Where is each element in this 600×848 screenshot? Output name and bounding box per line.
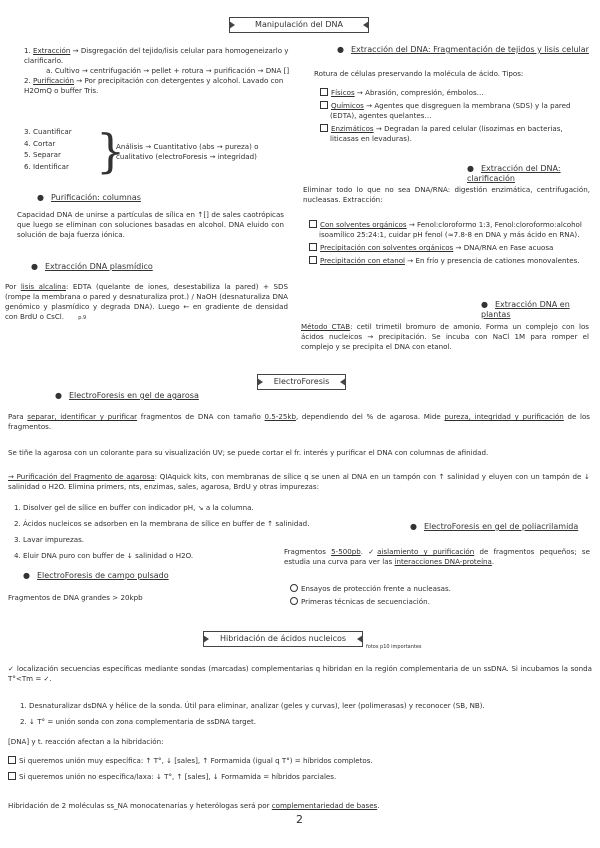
clarificacion-list — [309, 220, 591, 266]
fragmentacion-list — [320, 88, 588, 144]
list-item: Precipitación con solventes orgánicos → DNA/RNA en Fase acuosa — [309, 243, 591, 253]
agarosa-tincion-text: Se tiñe la agarosa con un colorante para su visualización UV; se puede cortar el fr. interés y purificar el DNA con columnas de afinidad. — [8, 448, 489, 457]
agarosa-heading: ● ElectroForesis en gel de agarosa — [55, 391, 199, 400]
step-2: 2. Purificación → Por precipitación con detergentes y alcohol. Lavado con H2OmQ o buffer Tris. — [24, 76, 284, 95]
checkbox-icon — [320, 101, 328, 109]
list-item: Ensayos de protección frente a nucleasas. — [290, 582, 590, 595]
section-header-manipulacion — [229, 17, 369, 33]
section-header-title: Hibridación de ácidos nucleicos — [219, 634, 347, 643]
plantas-heading: ● Extracción DNA en plantas — [481, 300, 570, 319]
list-item: Con solventes orgánicos → Fenol:cloroformo 1:3, Fenol:cloroformo:alcohol isoamílico 25:24:1, cuidar pH fenol (≈7.8-8 en DNA y más ácido en RNA). — [309, 220, 591, 240]
step-5: 5. Separar — [24, 150, 61, 159]
hibridacion-conclusion: Hibridación de 2 moléculas ss_NA monocatenarias y heterólogas será por complementariedad de bases. — [8, 801, 380, 810]
list-item: 1. Disolver gel de sílice en buffer con indicador pH, ↘ a la columna. — [14, 503, 254, 512]
purificacion-steps — [14, 500, 314, 564]
section-header-hibridacion — [203, 631, 363, 647]
poliacrilamida-text: Fragmentos 5-500pb. ✓aislamiento y purificación de fragmentos pequeños; se estudia una curva para ver las interacciones DNA-proteína. — [284, 547, 590, 566]
analysis-steps — [24, 126, 104, 172]
list-item: Precipitación con etanol → En frío y presencia de cationes monovalentes. — [309, 256, 591, 266]
list-item: Primeras técnicas de secuenciación. — [290, 595, 590, 608]
circle-bullet-icon — [290, 584, 298, 592]
hibridacion-steps — [20, 698, 580, 730]
campo-pulsado-heading: ● ElectroForesis de campo pulsado — [23, 571, 169, 580]
hibridacion-intro: ✓ localización secuencias específicas mediante sondas (marcadas) complementarias q hibridan en la región complementaria de un ssDNA. Si incubamos la sonda T°<Tm = ✓. — [8, 664, 592, 683]
list-item: 1. Desnaturalizar dsDNA y hélice de la sonda. Útil para eliminar, analizar (geles y curvas), leer (polimerasas) y reconocer (SB, NB). — [20, 701, 485, 710]
list-item: 2. Ácidos nucleicos se adsorben en la membrana de sílice en buffer de ↑ salinidad. — [14, 519, 310, 528]
bullet-icon: ● — [23, 571, 30, 580]
plasmid-heading: ● Extracción DNA plasmídico — [31, 262, 153, 271]
checkbox-icon — [309, 256, 317, 264]
step-4: 4. Cortar — [24, 138, 56, 148]
plasmid-text: Por lisis alcalina: EDTA (quelante de iones, desestabiliza la pared) + SDS (rompe la membrana o pared y desnaturaliza prot.) / NaOH (desnaturaliza DNA genómico y plasmídico y degrada DNA). Luego ← en gradiente de densidad con BrdU o CsCl. p.9 — [5, 282, 288, 321]
list-item: Enzimáticos → Degradan la pared celular (lisozimas en bacterias, liticasas en levaduras). — [320, 124, 588, 144]
checkbox-icon — [320, 124, 328, 132]
analysis-note: Análisis → Cuantitativo (abs → pureza) o cualitativo (electroForesis → integridad) — [116, 142, 259, 161]
step-6: 6. Identificar — [24, 161, 69, 171]
agarosa-text: Para separar, identificar y purificar fragmentos de DNA con tamaño 0.5-25kb, dependiendo del % de agarosa. Mide pureza, integridad y purificación de los fragmentos. — [8, 412, 591, 431]
list-item: Si queremos unión no específica/laxa: ↓ T°, ↑ [sales], ↓ Formamida = híbridos parciales. — [8, 769, 592, 785]
bullet-icon: ● — [37, 193, 44, 202]
list-item: 2. ↓ T° = unión sonda con zona complementaria de ssDNA target. — [20, 717, 256, 726]
list-item: Si queremos unión muy específica: ↑ T°, ↓ [sales], ↑ Formamida (igual q T°) = híbridos completos. — [8, 753, 592, 769]
poliacrilamida-list — [290, 582, 590, 608]
clarificacion-text: Eliminar todo lo que no sea DNA/RNA: digestión enzimática, centrifugación, nucleasas. Extracción: — [303, 185, 590, 204]
hibridacion-list — [8, 753, 592, 785]
list-item: 3. Lavar impurezas. — [14, 535, 85, 544]
checkbox-icon — [8, 772, 16, 780]
curly-brace-icon: } — [96, 124, 126, 178]
bullet-icon: ● — [31, 262, 38, 271]
fragmentacion-heading: ● Extracción del DNA: Fragmentación de tejidos y lisis celular — [337, 45, 589, 54]
list-item: 4. Eluir DNA puro con buffer de ↓ salinidad o H2O. — [14, 551, 194, 560]
bullet-icon: ● — [410, 522, 417, 531]
hibridacion-note: fotos p10 importantes — [366, 644, 422, 650]
checkbox-icon — [8, 756, 16, 764]
purificacion-columnas-text: Capacidad DNA de unirse a partículas de sílica en ↑[] de sales caotrópicas que luego se eliminan con soluciones basadas en alcohol. DNA eluido con solución de baja fuerza iónica. — [17, 210, 284, 239]
fragmentacion-intro: Rotura de células preservando la molécula de ácido. Tipos: — [314, 69, 524, 78]
purificacion-columnas-heading: ● Purificación: columnas — [37, 193, 141, 202]
campo-pulsado-text: Fragmentos de DNA grandes > 20kpb — [8, 593, 143, 602]
page-number: 2 — [296, 813, 303, 826]
extraction-steps — [24, 46, 302, 96]
circle-bullet-icon — [290, 597, 298, 605]
step-1a: a. Cultivo → centrifugación → pellet + rotura → purificación → DNA [] — [46, 66, 290, 75]
hibridacion-factores: [DNA] y t. reacción afectan a la hibridación: — [8, 737, 164, 746]
plantas-text: Método CTAB: cetil trimetil bromuro de amonio. Forma un complejo con los ácidos nucleicos → precipitación. Se incuba con NaCl 1M para romper el complejo y se precipita el DNA con etanol. — [301, 322, 589, 351]
poliacrilamida-heading: ● ElectroForesis en gel de poliacrilamida — [410, 522, 579, 531]
checkbox-icon — [320, 88, 328, 96]
checkbox-icon — [309, 220, 317, 228]
checkbox-icon — [309, 243, 317, 251]
section-header-title: ElectroForesis — [273, 377, 330, 386]
section-header-electroforesis — [257, 374, 346, 390]
section-header-title: Manipulación del DNA — [255, 20, 343, 29]
bullet-icon: ● — [55, 391, 62, 400]
clarificacion-heading: ● Extracción del DNA: clarificación — [467, 164, 561, 183]
bullet-icon: ● — [481, 300, 488, 309]
bullet-icon: ● — [337, 45, 344, 54]
step-1: 1. Extracción → Disgregación del tejido/lisis celular para homogeneizarlo y clarificarlo. — [24, 46, 289, 65]
list-item: Físicos → Abrasión, compresión, émbolos… — [320, 88, 588, 98]
bullet-icon: ● — [467, 164, 474, 173]
step-3: 3. Cuantificar — [24, 127, 72, 136]
list-item: Químicos → Agentes que disgreguen la membrana (SDS) y la pared (EDTA), agentes quelantes… — [320, 101, 588, 121]
page-ref-note: p.9 — [78, 315, 87, 321]
purificacion-fragmento-text: → Purificación del Fragmento de agarosa: QIAquick kits, con membranas de sílice q se unen al DNA en un tampón con ↑ salinidad y eluyen con un tampón de ↓ salinidad o H2O. Elimina primers, nts, enzimas, sales, agarosa, BrdU y otras impurezas: — [8, 472, 590, 491]
